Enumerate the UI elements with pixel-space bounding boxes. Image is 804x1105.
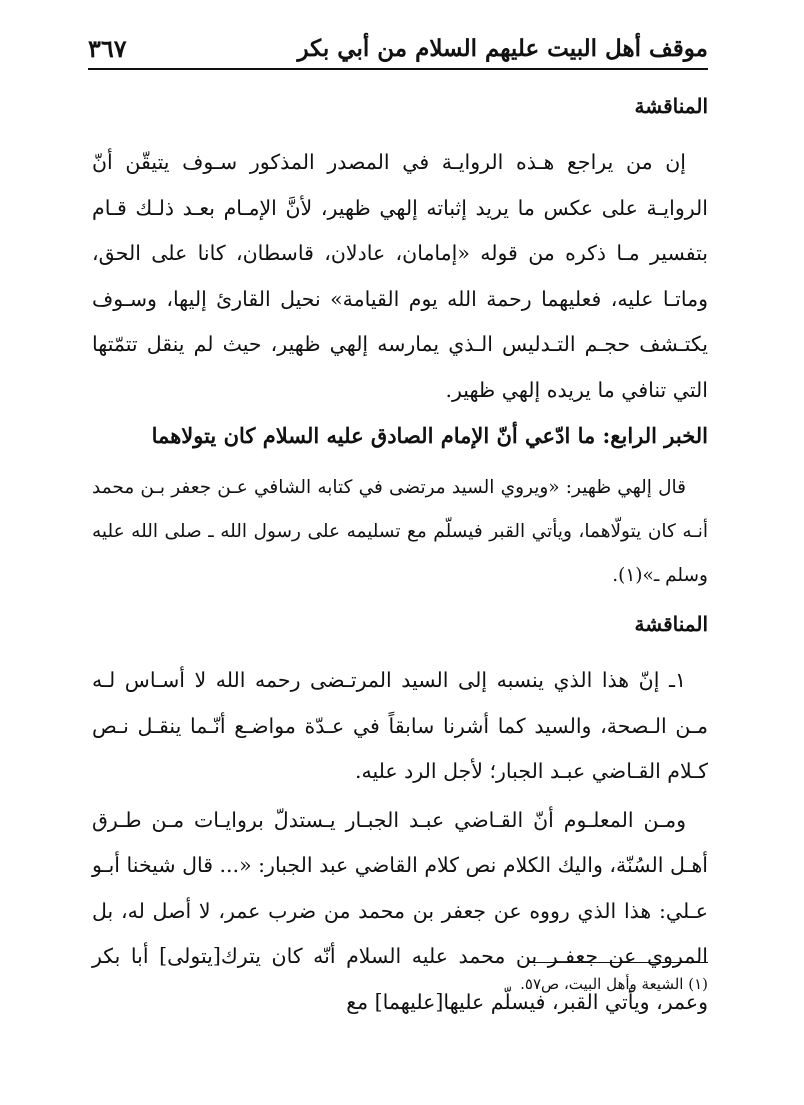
header-title: موقف أهل البيت عليهم السلام من أبي بكر (297, 34, 708, 62)
section-heading-fourth-report: الخبر الرابع: ما ادّعي أنّ الإمام الصادق عليه السلام كان يتولاهما (151, 423, 708, 448)
section-heading-discussion-1: المناقشة (634, 94, 708, 118)
footnote-divider (528, 962, 708, 963)
running-header (88, 28, 708, 70)
footnote: (١) الشيعة وأهل البيت، ص٥٧. (520, 975, 708, 993)
paragraph-verification: إن من يراجع هـذه الروايـة في المصدر المذكور سـوف يتيقّن أنّ الروايـة على عكس ما يريد إثباته إلهي ظهير، لأنَّ الإمـام بعـد ذلـك قـام بتفسير مـا ذكره من قوله «إمامان، عادلان، قاسطان، كانا على الحق، وماتـا عليه، فعليهما رحمة الله يوم القيامة» نحيل القارئ إليها، وسـوف يكتـشف حجـم التـدليس الـذي يمارسه إلهي ظهير، حيث لم ينقل تتمّتها التي تنافي ما يريده إلهي ظهير. (92, 150, 708, 402)
paragraph-point-one: ١ـ إنّ هذا الذي ينسبه إلى السيد المرتـضى رحمه الله لا أسـاس لـه مـن الـصحة، والسيد كما أشرنا سابقاً في عـدّة مواضـع أنّـما ينقـل نـص كـلام القـاضي عبـد الجبار؛ لأجل الرد عليه. (92, 668, 708, 783)
page-body (92, 86, 708, 1025)
paragraph-quote-zaheer: قال إلهي ظهير: «ويروي السيد مرتضى في كتابه الشافي عـن جعفر بـن محمد أنـه كان يتولّاهما، ويأتي القبر فيسلّم مع تسليمه على رسول الله ـ صلى الله عليه وسلم ـ»(١). (92, 477, 708, 586)
section-heading-discussion-2: المناقشة (634, 612, 708, 636)
page-number: ٣٦٧ (88, 33, 127, 63)
paragraph-qadi-abd-al-jabbar: ومـن المعلـوم أنّ القـاضي عبـد الجبـار يـستدلّ بروايـات مـن طـرق أهـل السُنّة، واليك الكلام نص كلام القاضي عبد الجبار: «... قال شيخنا أبـو عـلي: هذا الذي رووه عن جعفر بن محمد من ضرب عمر، لا أصل له، بل المروي عن جعفـر بن محمد عليه السلام أنّه كان يترك[يتولى] أبا بكر وعمر، ويأتي القبر، فيسلّم عليها[عليهما] مع (92, 807, 708, 1014)
